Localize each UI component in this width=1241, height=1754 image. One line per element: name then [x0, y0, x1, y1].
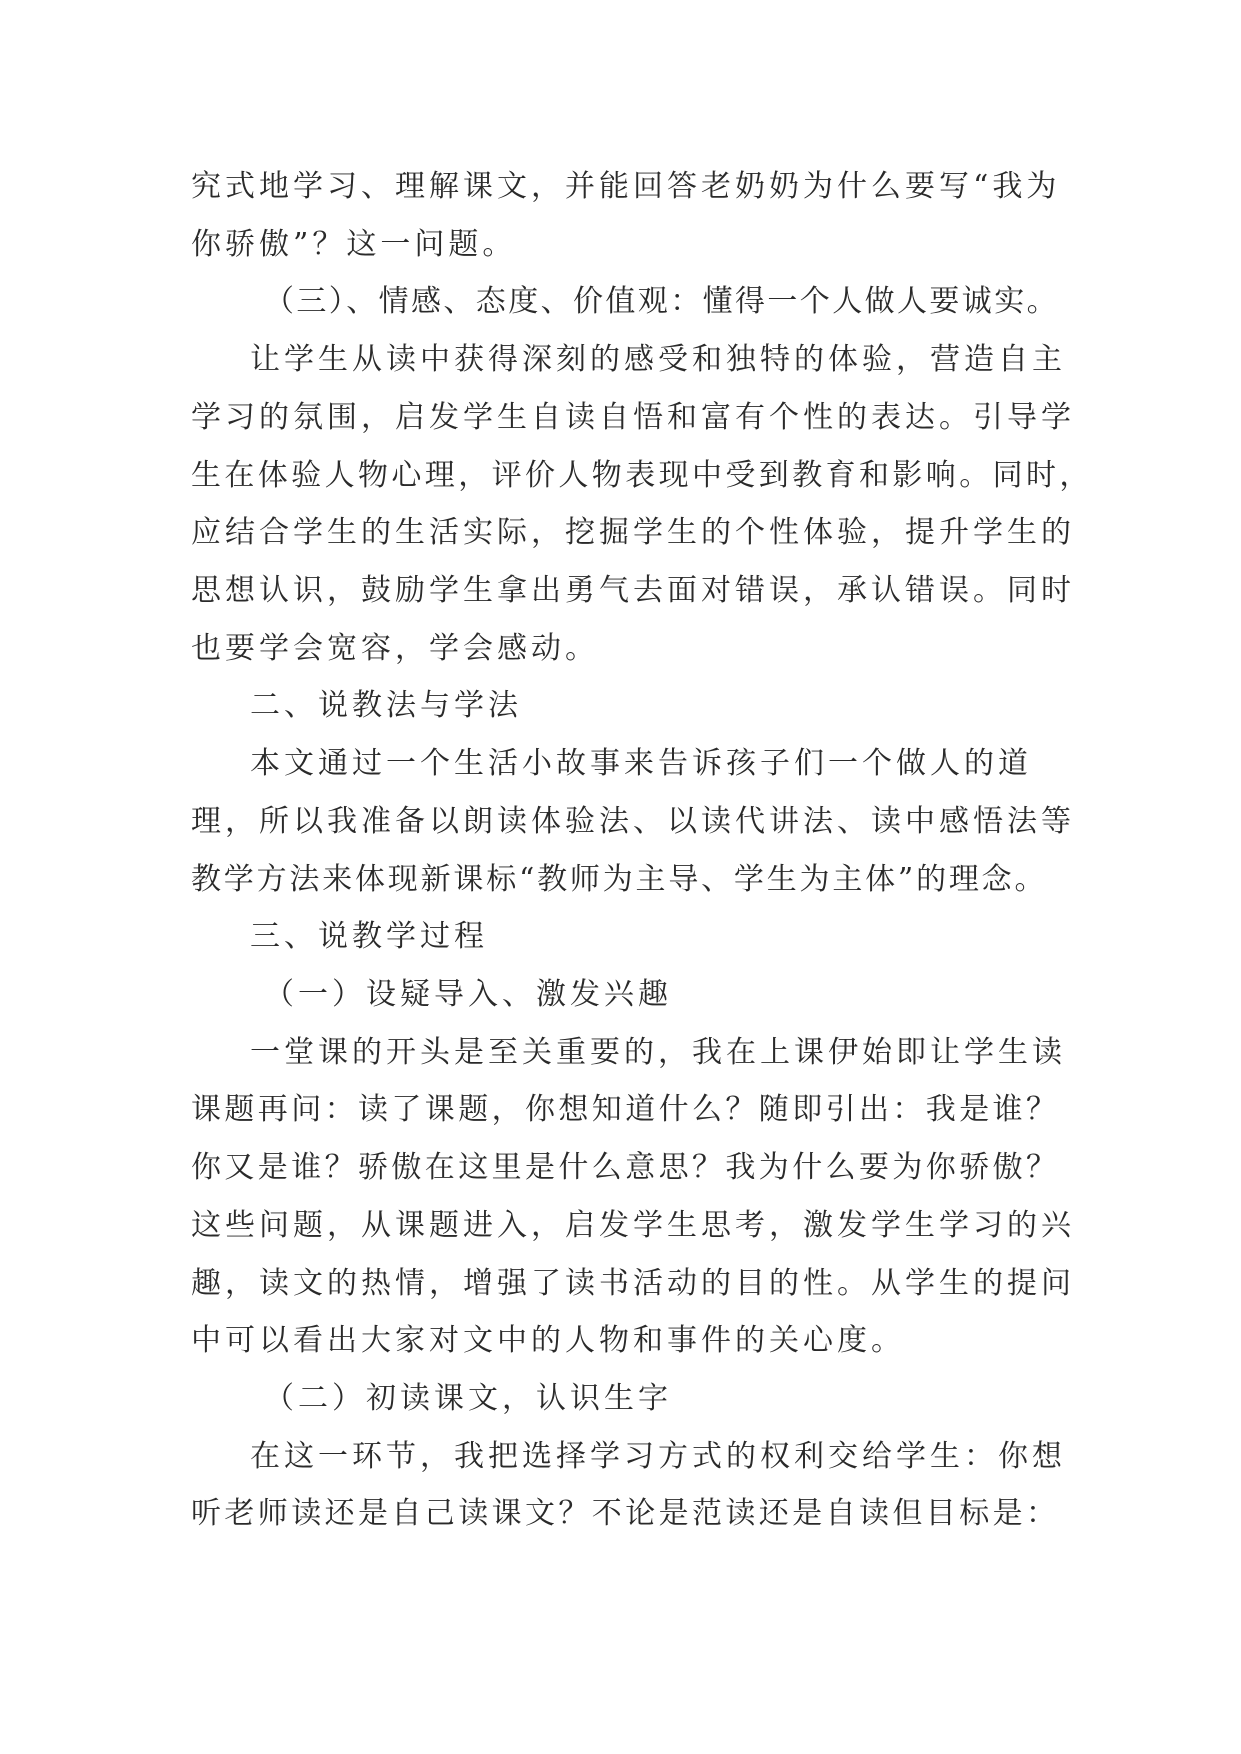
section-heading: 三、说教学过程	[250, 919, 488, 954]
text-line: 理，所以我准备以朗读体验法、以读代讲法、读中感悟法等	[191, 804, 1075, 839]
text-line: 中可以看出大家对文中的人物和事件的关心度。	[191, 1323, 905, 1358]
text-line: 听老师读还是自己读课文？不论是范读还是自读但目标是：	[191, 1496, 1060, 1531]
text-line: 究式地学习、理解课文，并能回答老奶奶为什么要写“我为	[191, 169, 1061, 204]
text-line: 生在体验人物心理，评价人物表现中受到教育和影响。同时，	[191, 458, 1093, 493]
text-line: 你又是谁？骄傲在这里是什么意思？我为什么要为你骄傲？	[191, 1150, 1060, 1185]
text-line: 你骄傲”？这一问题。	[191, 227, 517, 262]
text-line: 课题再问：读了课题，你想知道什么？随即引出：我是谁？	[191, 1092, 1060, 1127]
text-line: 思想认识，鼓励学生拿出勇气去面对错误，承认错误。同时	[191, 573, 1075, 608]
text-line: 让学生从读中获得深刻的感受和独特的体验，营造自主	[250, 342, 1066, 377]
text-line: 应结合学生的生活实际，挖掘学生的个性体验，提升学生的	[191, 515, 1075, 550]
section-heading: （二）初读课文，认识生字	[264, 1381, 672, 1416]
text-line: 在这一环节，我把选择学习方式的权利交给学生：你想	[250, 1439, 1066, 1474]
text-line: 这些问题，从课题进入，启发学生思考，激发学生学习的兴	[191, 1208, 1075, 1243]
text-line: 也要学会宽容，学会感动。	[191, 631, 599, 666]
text-line: 趣，读文的热情，增强了读书活动的目的性。从学生的提问	[191, 1266, 1075, 1301]
section-heading: （一）设疑导入、激发兴趣	[264, 977, 672, 1012]
text-line: 学习的氛围，启发学生自读自悟和富有个性的表达。引导学	[191, 400, 1075, 435]
section-heading: 二、说教法与学法	[250, 688, 522, 723]
text-line: 本文通过一个生活小故事来告诉孩子们一个做人的道	[250, 746, 1032, 781]
text-line: 一堂课的开头是至关重要的，我在上课伊始即让学生读	[250, 1035, 1066, 1070]
text-line: 教学方法来体现新课标“教师为主导、学生为主体”的理念。	[191, 862, 1048, 897]
section-heading: （三）、情感、态度、价值观：懂得一个人做人要诚实。	[264, 284, 1059, 319]
